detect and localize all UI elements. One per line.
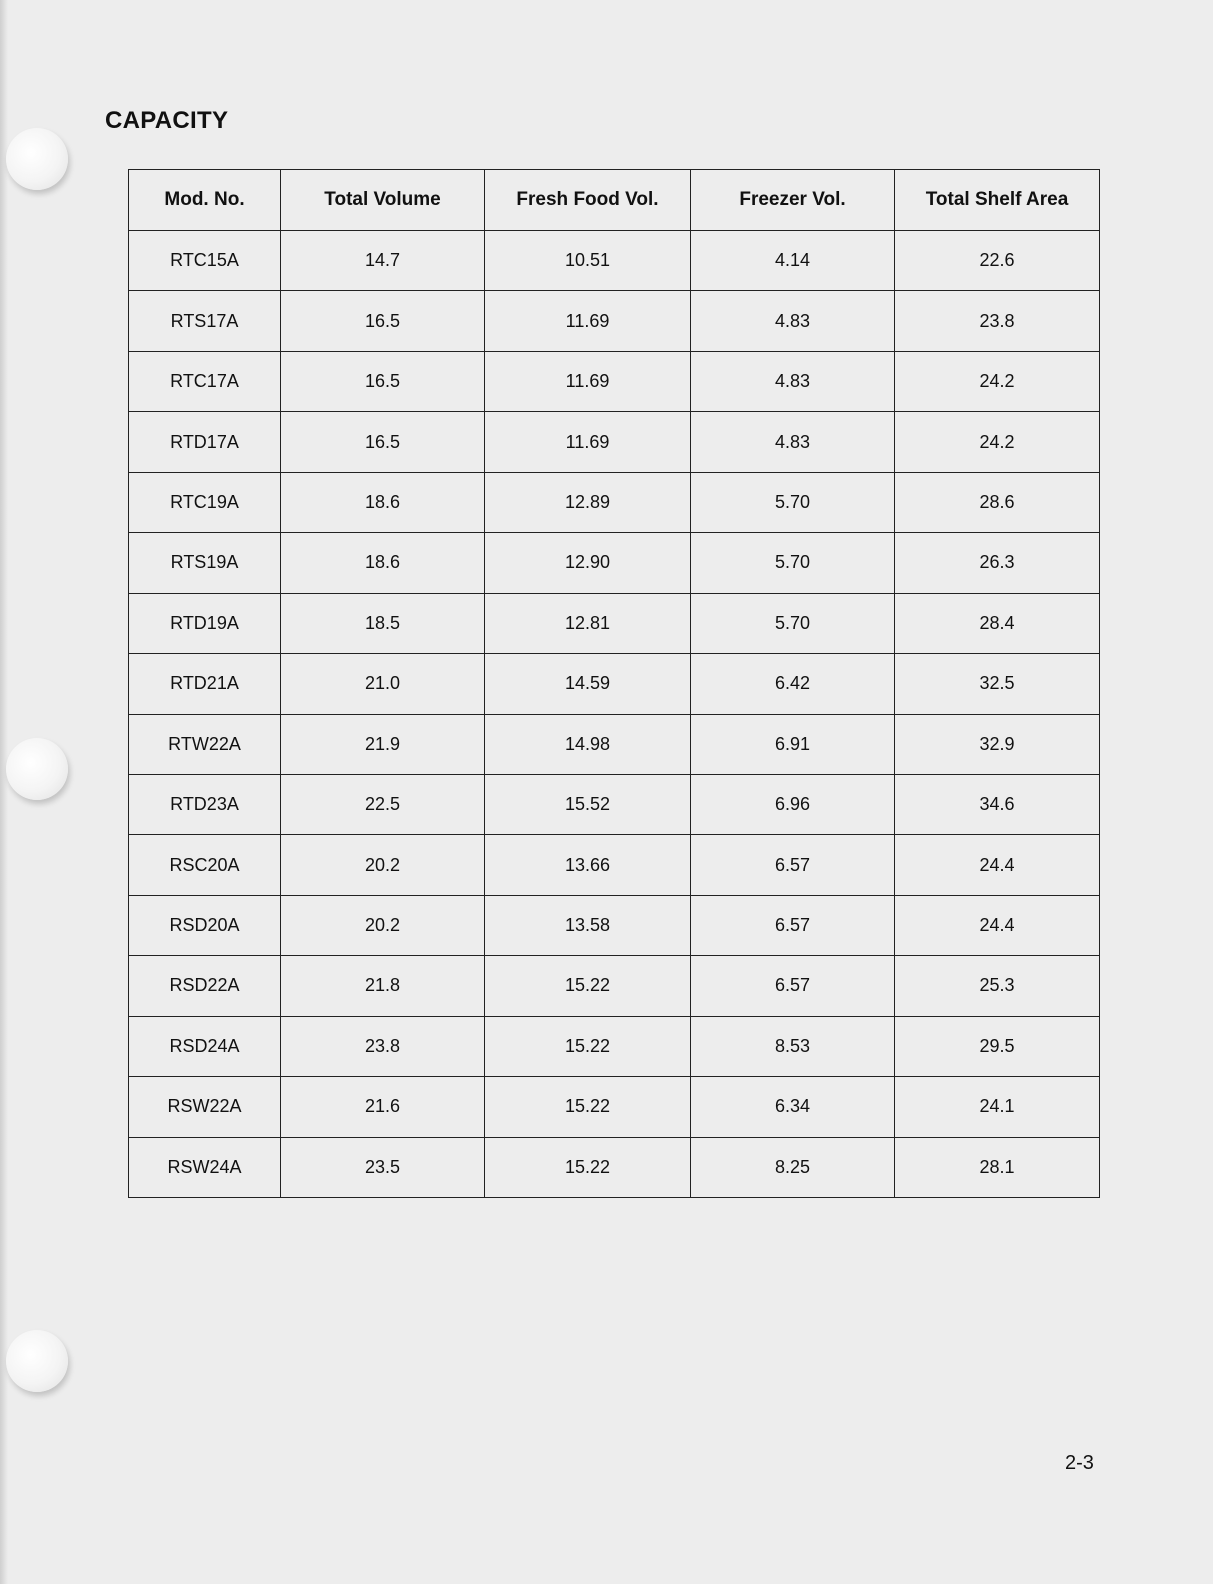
cell-model-number: RSW24A bbox=[129, 1137, 281, 1197]
cell-total-volume: 21.6 bbox=[281, 1077, 485, 1137]
cell-total-volume: 18.6 bbox=[281, 533, 485, 593]
column-header-total-shelf-area: Total Shelf Area bbox=[895, 170, 1100, 231]
cell-total-shelf-area: 24.4 bbox=[895, 895, 1100, 955]
table-row bbox=[129, 533, 1100, 593]
cell-total-volume: 16.5 bbox=[281, 291, 485, 351]
cell-freezer-volume: 6.91 bbox=[691, 714, 895, 774]
table-row bbox=[129, 654, 1100, 714]
table-row bbox=[129, 835, 1100, 895]
cell-fresh-food-volume: 14.59 bbox=[485, 654, 691, 714]
cell-fresh-food-volume: 15.22 bbox=[485, 956, 691, 1016]
cell-total-volume: 23.5 bbox=[281, 1137, 485, 1197]
table-row bbox=[129, 1016, 1100, 1076]
cell-total-shelf-area: 29.5 bbox=[895, 1016, 1100, 1076]
cell-model-number: RSD22A bbox=[129, 956, 281, 1016]
cell-fresh-food-volume: 11.69 bbox=[485, 291, 691, 351]
cell-total-volume: 18.5 bbox=[281, 593, 485, 653]
cell-total-volume: 21.0 bbox=[281, 654, 485, 714]
cell-fresh-food-volume: 13.66 bbox=[485, 835, 691, 895]
cell-total-shelf-area: 28.4 bbox=[895, 593, 1100, 653]
table-row bbox=[129, 412, 1100, 472]
column-header-total-volume: Total Volume bbox=[281, 170, 485, 231]
cell-total-shelf-area: 22.6 bbox=[895, 231, 1100, 291]
cell-model-number: RTD21A bbox=[129, 654, 281, 714]
cell-model-number: RTD17A bbox=[129, 412, 281, 472]
cell-model-number: RTD19A bbox=[129, 593, 281, 653]
cell-total-shelf-area: 28.6 bbox=[895, 472, 1100, 532]
cell-total-volume: 22.5 bbox=[281, 774, 485, 834]
cell-freezer-volume: 4.83 bbox=[691, 291, 895, 351]
table-row bbox=[129, 231, 1100, 291]
cell-model-number: RSD24A bbox=[129, 1016, 281, 1076]
cell-model-number: RTS17A bbox=[129, 291, 281, 351]
table-row bbox=[129, 895, 1100, 955]
cell-fresh-food-volume: 15.22 bbox=[485, 1016, 691, 1076]
cell-total-shelf-area: 32.5 bbox=[895, 654, 1100, 714]
cell-freezer-volume: 6.96 bbox=[691, 774, 895, 834]
table-row bbox=[129, 472, 1100, 532]
cell-model-number: RTC19A bbox=[129, 472, 281, 532]
binder-hole bbox=[6, 128, 68, 190]
cell-total-volume: 20.2 bbox=[281, 895, 485, 955]
table-row bbox=[129, 351, 1100, 411]
cell-freezer-volume: 5.70 bbox=[691, 593, 895, 653]
cell-freezer-volume: 6.57 bbox=[691, 956, 895, 1016]
column-header-model: Mod. No. bbox=[129, 170, 281, 231]
cell-fresh-food-volume: 11.69 bbox=[485, 412, 691, 472]
cell-total-shelf-area: 26.3 bbox=[895, 533, 1100, 593]
cell-freezer-volume: 6.42 bbox=[691, 654, 895, 714]
cell-freezer-volume: 5.70 bbox=[691, 533, 895, 593]
cell-fresh-food-volume: 12.90 bbox=[485, 533, 691, 593]
binder-hole bbox=[6, 1330, 68, 1392]
page-left-edge bbox=[0, 0, 8, 1584]
cell-total-shelf-area: 28.1 bbox=[895, 1137, 1100, 1197]
cell-total-volume: 16.5 bbox=[281, 351, 485, 411]
table-header-row bbox=[129, 170, 1100, 231]
table-row bbox=[129, 956, 1100, 1016]
cell-total-shelf-area: 24.4 bbox=[895, 835, 1100, 895]
table-row bbox=[129, 1077, 1100, 1137]
cell-total-shelf-area: 25.3 bbox=[895, 956, 1100, 1016]
cell-model-number: RTC17A bbox=[129, 351, 281, 411]
capacity-table bbox=[128, 169, 1100, 1198]
cell-total-volume: 21.9 bbox=[281, 714, 485, 774]
cell-model-number: RSC20A bbox=[129, 835, 281, 895]
cell-total-volume: 16.5 bbox=[281, 412, 485, 472]
column-header-freezer-volume: Freezer Vol. bbox=[691, 170, 895, 231]
cell-total-shelf-area: 24.2 bbox=[895, 412, 1100, 472]
cell-model-number: RSW22A bbox=[129, 1077, 281, 1137]
cell-freezer-volume: 4.83 bbox=[691, 412, 895, 472]
cell-fresh-food-volume: 15.52 bbox=[485, 774, 691, 834]
cell-total-volume: 14.7 bbox=[281, 231, 485, 291]
column-header-fresh-food-volume: Fresh Food Vol. bbox=[485, 170, 691, 231]
binder-hole bbox=[6, 738, 68, 800]
cell-freezer-volume: 4.14 bbox=[691, 231, 895, 291]
cell-total-volume: 20.2 bbox=[281, 835, 485, 895]
cell-freezer-volume: 8.53 bbox=[691, 1016, 895, 1076]
cell-fresh-food-volume: 13.58 bbox=[485, 895, 691, 955]
cell-model-number: RTD23A bbox=[129, 774, 281, 834]
cell-freezer-volume: 6.57 bbox=[691, 835, 895, 895]
table-row bbox=[129, 593, 1100, 653]
cell-total-volume: 21.8 bbox=[281, 956, 485, 1016]
cell-fresh-food-volume: 14.98 bbox=[485, 714, 691, 774]
cell-total-shelf-area: 32.9 bbox=[895, 714, 1100, 774]
cell-total-shelf-area: 24.2 bbox=[895, 351, 1100, 411]
cell-total-shelf-area: 34.6 bbox=[895, 774, 1100, 834]
cell-freezer-volume: 4.83 bbox=[691, 351, 895, 411]
cell-total-volume: 18.6 bbox=[281, 472, 485, 532]
cell-fresh-food-volume: 15.22 bbox=[485, 1137, 691, 1197]
table-body bbox=[129, 231, 1100, 1198]
cell-fresh-food-volume: 12.81 bbox=[485, 593, 691, 653]
cell-freezer-volume: 5.70 bbox=[691, 472, 895, 532]
table-row bbox=[129, 714, 1100, 774]
cell-fresh-food-volume: 10.51 bbox=[485, 231, 691, 291]
cell-model-number: RTW22A bbox=[129, 714, 281, 774]
table-row bbox=[129, 291, 1100, 351]
cell-freezer-volume: 6.57 bbox=[691, 895, 895, 955]
page-heading: CAPACITY bbox=[105, 107, 229, 134]
cell-total-shelf-area: 24.1 bbox=[895, 1077, 1100, 1137]
table-row bbox=[129, 774, 1100, 834]
cell-model-number: RTS19A bbox=[129, 533, 281, 593]
cell-fresh-food-volume: 11.69 bbox=[485, 351, 691, 411]
cell-fresh-food-volume: 15.22 bbox=[485, 1077, 691, 1137]
cell-model-number: RSD20A bbox=[129, 895, 281, 955]
cell-fresh-food-volume: 12.89 bbox=[485, 472, 691, 532]
scan-border bbox=[1213, 0, 1224, 1584]
cell-freezer-volume: 8.25 bbox=[691, 1137, 895, 1197]
page-number: 2-3 bbox=[1065, 1452, 1094, 1474]
table-row bbox=[129, 1137, 1100, 1197]
cell-total-shelf-area: 23.8 bbox=[895, 291, 1100, 351]
cell-total-volume: 23.8 bbox=[281, 1016, 485, 1076]
cell-freezer-volume: 6.34 bbox=[691, 1077, 895, 1137]
cell-model-number: RTC15A bbox=[129, 231, 281, 291]
